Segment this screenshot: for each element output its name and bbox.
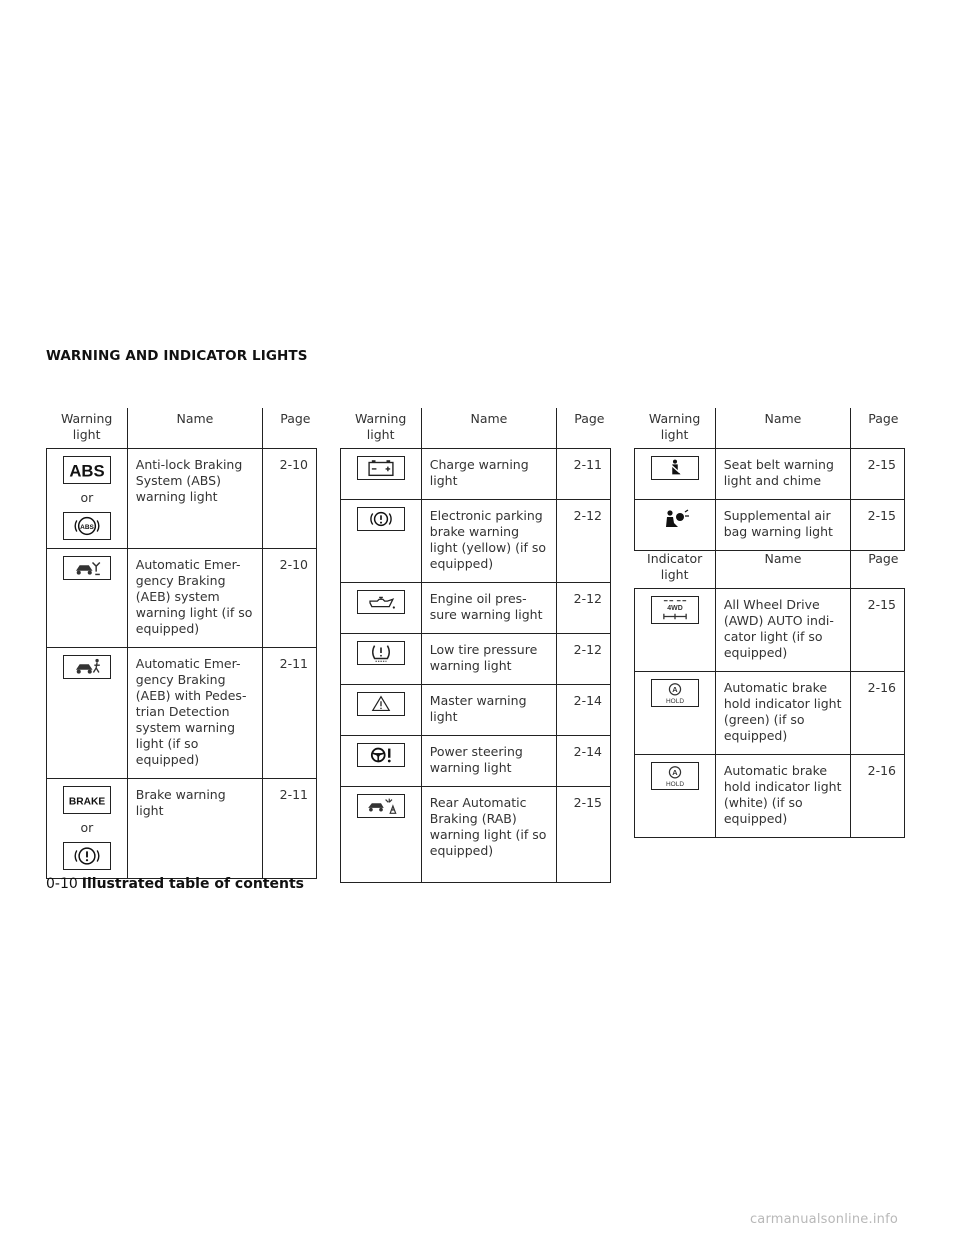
page-cell: 2-15 (557, 787, 611, 883)
table-row (341, 449, 611, 500)
name-cell: Charge warning light (421, 449, 556, 500)
page-cell: 2-11 (263, 648, 317, 779)
oil-can-icon (357, 590, 405, 614)
header-warning-light: Warning light (635, 408, 716, 449)
abs-circle-icon (63, 512, 111, 540)
table-row (635, 589, 905, 672)
name-cell: Master warning light (421, 685, 556, 736)
header-page: Page (557, 408, 611, 449)
awd-icon-text: 4WD (667, 605, 683, 612)
brake-hold-letter: A (672, 685, 678, 695)
name-cell: Brake warning light (127, 779, 262, 879)
icon-cell (47, 449, 128, 549)
header-name: Name (421, 408, 556, 449)
aeb-icon (63, 556, 111, 580)
icon-cell (635, 672, 716, 755)
header-page: Page (851, 548, 905, 589)
table-row (341, 787, 611, 883)
icon-cell (341, 787, 422, 883)
name-cell: Engine oil pres-sure warning light (421, 583, 556, 634)
warning-table-3 (634, 408, 905, 551)
icon-cell (47, 549, 128, 648)
indicator-table (634, 548, 905, 838)
warning-table-1 (46, 408, 317, 879)
aeb-pedestrian-icon (63, 655, 111, 679)
brake-hold-text: HOLD (665, 781, 684, 789)
table-row (47, 449, 317, 549)
name-cell: Anti-lock Braking System (ABS) warning light (127, 449, 262, 549)
brake-label: BRAKE (68, 796, 106, 808)
page-number: 0-10 (46, 876, 78, 892)
page-cell: 2-10 (263, 449, 317, 549)
master-warning-icon (357, 692, 405, 716)
page-cell: 2-11 (557, 449, 611, 500)
header-warning-light: Warning light (47, 408, 128, 449)
page-cell: 2-15 (851, 589, 905, 672)
header-page: Page (263, 408, 317, 449)
table-row (635, 672, 905, 755)
warning-table-2 (340, 408, 611, 883)
icon-cell (635, 755, 716, 838)
name-cell: All Wheel Drive (AWD) AUTO indi-cator light (if so equipped) (715, 589, 850, 672)
brake-hold-text: HOLD (665, 698, 684, 706)
brake-hold-letter: A (672, 768, 678, 778)
or-label: or (80, 820, 94, 835)
icon-cell (635, 449, 716, 500)
page-cell: 2-11 (263, 779, 317, 879)
table-row (341, 500, 611, 583)
name-cell: Supplemental air bag warning light (715, 500, 850, 551)
abs-icon (63, 456, 111, 484)
seat-belt-icon (651, 456, 699, 480)
icon-cell (341, 634, 422, 685)
icon-cell (47, 648, 128, 779)
table-row (341, 583, 611, 634)
name-cell: Automatic brake hold indicator light (white) (if so equipped) (715, 755, 850, 838)
header-name: Name (715, 548, 850, 589)
header-name: Name (715, 408, 850, 449)
page-cell: 2-14 (557, 685, 611, 736)
table-row (635, 449, 905, 500)
page-cell: 2-16 (851, 672, 905, 755)
name-cell: Low tire pressure warning light (421, 634, 556, 685)
page-cell: 2-14 (557, 736, 611, 787)
table-row (635, 755, 905, 838)
airbag-icon (651, 507, 699, 531)
icon-cell (341, 449, 422, 500)
page-footer (46, 876, 304, 892)
icon-cell (341, 500, 422, 583)
brake-hold-icon (651, 679, 699, 707)
tire-pressure-icon (357, 641, 405, 665)
table-row (341, 685, 611, 736)
name-cell: Electronic parking brake warning light (yellow) (if so equipped) (421, 500, 556, 583)
section-title: WARNING AND INDICATOR LIGHTS (46, 348, 308, 364)
awd-icon (651, 596, 699, 624)
name-cell: Automatic Emer-gency Braking (AEB) with Pedes-trian Detection system warning light (if so equipped) (127, 648, 262, 779)
page-cell: 2-15 (851, 500, 905, 551)
table-row (47, 779, 317, 879)
page-cell: 2-12 (557, 583, 611, 634)
icon-cell (635, 500, 716, 551)
icon-cell (341, 736, 422, 787)
abs-label: ABS (69, 461, 105, 481)
page-cell: 2-16 (851, 755, 905, 838)
name-cell: Rear Automatic Braking (RAB) warning light (if so equipped) (421, 787, 556, 883)
parking-brake-icon (357, 507, 405, 531)
icon-cell (47, 779, 128, 879)
name-cell: Seat belt warning light and chime (715, 449, 850, 500)
table-row (635, 500, 905, 551)
brake-text-icon (63, 786, 111, 814)
header-indicator-light: Indicator light (635, 548, 716, 589)
brake-hold-icon (651, 762, 699, 790)
watermark: carmanualsonline.info (749, 1212, 898, 1227)
page-cell: 2-10 (263, 549, 317, 648)
name-cell: Automatic Emer-gency Braking (AEB) system warning light (if so equipped) (127, 549, 262, 648)
icon-cell (341, 685, 422, 736)
or-label: or (80, 490, 94, 505)
name-cell: Automatic brake hold indicator light (green) (if so equipped) (715, 672, 850, 755)
name-cell: Power steering warning light (421, 736, 556, 787)
header-page: Page (851, 408, 905, 449)
footer-title: Illustrated table of contents (81, 876, 304, 892)
icon-cell (635, 589, 716, 672)
page-cell: 2-12 (557, 634, 611, 685)
power-steering-icon (357, 743, 405, 767)
page-cell: 2-12 (557, 500, 611, 583)
table-row (341, 736, 611, 787)
brake-circle-icon (63, 842, 111, 870)
page-cell: 2-15 (851, 449, 905, 500)
abs-small-label: ABS (80, 523, 94, 531)
header-name: Name (127, 408, 262, 449)
rear-braking-icon (357, 794, 405, 818)
table-row (47, 549, 317, 648)
table-row (47, 648, 317, 779)
table-row (341, 634, 611, 685)
icon-cell (341, 583, 422, 634)
battery-icon (357, 456, 405, 480)
header-warning-light: Warning light (341, 408, 422, 449)
